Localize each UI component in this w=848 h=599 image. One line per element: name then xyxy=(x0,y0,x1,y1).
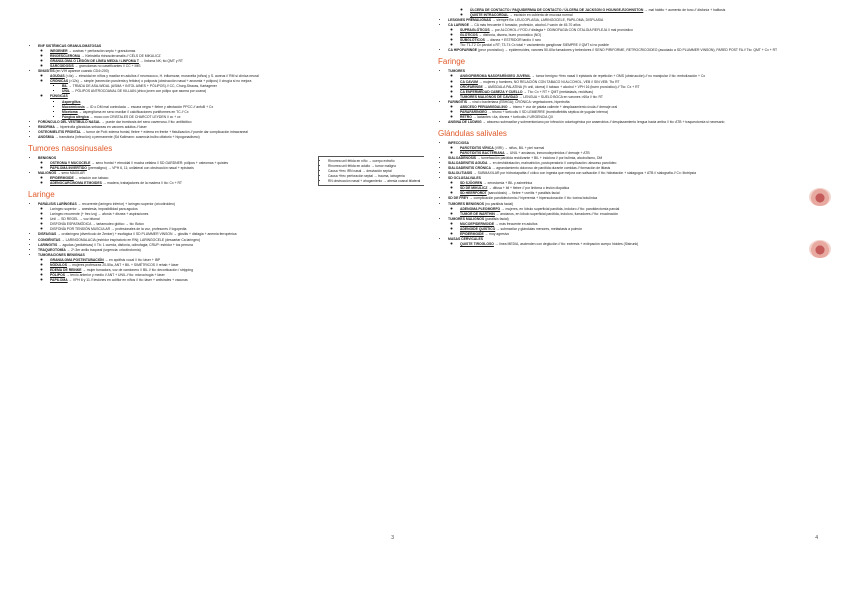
larynx-title: Laringe xyxy=(28,190,55,200)
item-text: → en deshidratación, malnutrición, postoperatorio // complicación: absceso parotídeo xyxy=(487,161,617,166)
item-text: → costras + perforación septo + granulomas xyxy=(67,49,136,54)
item-text: → Klebsiella rhinoscleromatis // CÉLS DE MIKULICZ xyxy=(80,54,161,59)
sub-list xyxy=(448,28,830,48)
item-label: SUPRAGLÓTICOS xyxy=(460,28,490,33)
item-text: → línea MEDIA, ascienden con deglución // tto: exéresis + extirpación cuerpo hioides (Sistrunk) xyxy=(493,241,639,246)
item-text: → TRÍADA DE ASA-WIDAL (ASMA + INTOL AINES + PÓLIPOS) // CC, Churg-Strauss, Kartagener xyxy=(67,84,217,89)
item-text: → muy agresivo xyxy=(483,231,510,236)
item-label: TRAQUEOTOMÍA xyxy=(38,247,66,252)
sub-list xyxy=(448,207,830,217)
page-number-right: 4 xyxy=(815,535,818,541)
item-label: SD SJÖGREN xyxy=(460,181,483,186)
list-item xyxy=(448,100,830,120)
list-item xyxy=(448,217,830,237)
list-item xyxy=(38,69,412,119)
item-text: (no parálisis facial) xyxy=(483,201,514,206)
item-label: PARÁLISIS LARÍNGEAS xyxy=(38,202,77,207)
item-label: MUCOEPIDERMOIDE xyxy=(460,221,495,226)
item-text: → LENGUA + SUELO BOCA en varones >60a // tto: RT xyxy=(517,94,603,99)
item-text: → mal hábito + aumento de tono // disfonía + halitosis xyxy=(643,8,726,12)
list-item xyxy=(448,48,830,53)
throat-photo-1 xyxy=(809,188,831,206)
page-right xyxy=(424,0,848,599)
sub-list xyxy=(448,222,830,237)
item-text: → ID o DM mal controlada → escara negra + fiebre y afectación PPCC // anfoB + Cx xyxy=(84,104,214,109)
item-label: BENIGNOS xyxy=(38,155,57,160)
item-label: Micetoma xyxy=(62,109,78,114)
item-label: TUMORES BENIGNOS xyxy=(448,201,484,206)
item-label: ABSCESO PERIAMIGDALINO xyxy=(460,104,508,109)
sub-list xyxy=(448,181,830,196)
list-item xyxy=(448,176,830,196)
faringe-title: Faringe xyxy=(438,57,466,67)
list-item xyxy=(38,171,313,186)
item-label: SINUSITIS xyxy=(38,69,55,74)
item-text: → tumor benigno +frec nasal // epistaxis de repetición + OMS (obstrucción) // no manipular // tto: embolización + Cx xyxy=(530,74,706,79)
item-label: QUISTE TIROGLOSO xyxy=(460,241,494,246)
item-label: DISFAGIAS xyxy=(38,232,57,237)
salivales-list xyxy=(438,141,830,247)
item-label: PAROTIDITIS VÍRICA xyxy=(460,145,494,150)
pearl-item: • Causa +frec perforación septal → trauma, iatrogenia xyxy=(328,174,424,179)
item-label: ADENOMA PLEOMORFO xyxy=(460,206,501,211)
item-label: NÓDULOS xyxy=(50,262,67,267)
item-text: → por ALCOHOL // FOD // disfagia + ODINOFAGIA CON OTALGIA REFLEJA // mal pronóstico xyxy=(489,28,633,33)
sub-list-item xyxy=(50,181,313,186)
item-text: → LARINGOMALACIA (estridor inspiratorio en RN); LARINGOCELE (descartar Ca laríngeo) xyxy=(60,237,200,242)
list-item xyxy=(38,44,412,69)
sub-list xyxy=(38,176,313,186)
list-item xyxy=(448,120,830,125)
item-label: ADENOIDE QUÍSTICO xyxy=(460,226,496,231)
list-item xyxy=(38,156,313,171)
sub-list xyxy=(50,100,412,120)
sub-list xyxy=(448,146,830,156)
item-label: ANOSMIA xyxy=(38,134,55,139)
item-text: → viral o bacteriana (EBHGA); CRÓNICA: vegetaciones, hipertrofia xyxy=(467,99,570,104)
sub-list-item xyxy=(50,278,412,283)
item-label: TUMORES xyxy=(448,69,465,74)
list-item xyxy=(38,135,412,140)
sub-list-item xyxy=(50,94,412,119)
item-label: TUMORES MALIGNOS xyxy=(448,216,485,221)
item-label: Mucormicosis xyxy=(62,104,85,109)
item-text: → agrandamiento doloroso de parótida durante comidas // formación de litiasis xyxy=(490,166,611,171)
item-text: → hipertrofia glándulas sebáceas en varones adultos // láser xyxy=(54,124,147,129)
item-text: → submaxilar y glándulas menores, metástasis a pulmón xyxy=(495,226,583,231)
sub-list-item xyxy=(460,242,830,247)
item-text: → disnea + ESTRIDOR tardío // raro xyxy=(484,38,541,43)
item-text: (en VIH aparece cuando CD4<200) xyxy=(54,69,109,74)
lesiones-list xyxy=(438,18,830,53)
item-label: TUMORACIONES BENIGNAS xyxy=(38,252,85,257)
item-text: → puede dar trombosis del seno cavernoso // tto: antibiótico xyxy=(100,119,192,124)
item-label: SIALOLITIASIS xyxy=(448,171,473,176)
item-text: Unil → SD REGEL → voz bitonal xyxy=(50,217,100,222)
sub-list xyxy=(448,74,830,99)
left-intro-list xyxy=(28,44,412,140)
item-label: RETRO xyxy=(460,114,472,119)
sub-list xyxy=(50,84,412,94)
item-label: CA HIPOFARINGE xyxy=(448,48,478,53)
item-label: WEGENER xyxy=(50,49,68,54)
item-label: FORÚNCULO DEL VESTÍBULO NASAL xyxy=(38,119,101,124)
item-text: Tto: T1-T2 Cx parcial o RT; T3-T4 Cx total + vaciamiento ganglionar SIEMPRE // QMT si no posible xyxy=(460,43,609,48)
item-text: (<4s) → etmoidal en niños y maxilar en adultos // neumococo, H. influenzae, moraxella (niños) y S. aureus // RM si clínica neural xyxy=(64,74,259,79)
item-label: GRANULOMA POSTINTUBACIÓN xyxy=(50,257,104,262)
list-item xyxy=(448,237,830,247)
item-text: → granulomas no caseificantes // CC + IMS xyxy=(73,64,141,69)
throat-photo-2 xyxy=(809,240,831,258)
item-text: → tercio anterior y medio // ANT + UNIL // tto: microcirugía + láser xyxy=(65,272,165,277)
list-item xyxy=(38,253,412,283)
item-label: LESIONES PREMALIGNAS xyxy=(448,18,492,23)
tumors-list xyxy=(28,156,313,186)
item-text: → Tto: Cx + RT + QMT (metástasis, recidivas) xyxy=(522,89,593,94)
item-text: → siempre Bx: LEUCOPLASIA, LARINGOCELE, PAPILOMA, DISPLASIA xyxy=(491,18,604,23)
pearl-item: • Causa +frec IRN nasal → desviación septal xyxy=(328,169,424,174)
item-text: → agudas (pediátricas) // Tb: 1 cuerda, disfonía, odinofagia; CRUP: estridor + tos perruna xyxy=(57,242,193,247)
item-label: GRANULOMA O LESIÓN DE LÍNEA MEDIA / LINFOMA T xyxy=(50,59,139,64)
list-item xyxy=(38,202,412,232)
item-label: BIL xyxy=(62,84,68,89)
item-text: → mujeres, en lóbulo superficial parótida, indoloro // tto: parotidectomía parcial xyxy=(500,206,620,211)
item-text: → SUBMAXILAR por hidroxiapatita // cólico con ingesta que mejora con salivación // tto: hidratación + sialagogos + ATB // sialografía // Cx: litotripsia xyxy=(472,171,696,176)
item-text: → moco con CRISTALES DE CHARCOT LEYDEN // cc + cx xyxy=(88,114,181,119)
item-text: → tumor de Pott: edema frontal, fiebre + edema en frente + fistulización // puede dar complicación intracraneal xyxy=(81,129,248,134)
item-text: → trismo + voz de patata caliente + desplazamiento úvula // drenaje oral xyxy=(507,104,618,109)
item-text: → más frecuente en adultos xyxy=(494,221,538,226)
item-label: INFECCIOSA xyxy=(448,140,469,145)
item-label: AGUDAS xyxy=(50,74,65,79)
item-label: SIALOADENOSIS xyxy=(448,156,477,161)
item-text: (VIRI) → niños, BIL + piel normal xyxy=(493,145,545,150)
item-text: → linfoma NK; tto QMT y RT xyxy=(138,59,183,64)
item-label: GLÓTICOS xyxy=(460,33,478,38)
item-label: PAROTIDITIS BACTERIANA xyxy=(460,151,505,156)
tumors-title: Tumores nasosinusales xyxy=(28,143,113,153)
item-text: → orofaríngea (divertículo de Zenker) + esofágica // SD PLUMMER VINSON → glositis + disfagia + anemia ferropénica xyxy=(56,232,237,237)
item-label: CA LARINGE xyxy=(448,23,469,28)
item-text: → seno frontal + etmoidal // mucha cefalea // SD GARDNER: pólipos + osteomas + quistes xyxy=(90,160,229,165)
item-label: PÓLIPOS xyxy=(50,272,66,277)
item-label: EDEMA DE REINKE xyxy=(50,267,82,272)
item-label: PAPILOMA INVERTIDO xyxy=(50,165,87,170)
pearl-item: • Rinorrea unil fétida en adulto → tumor maligno xyxy=(328,164,424,169)
item-text: DISFONÍA ESPASMÓDICA → tartamudeo glótico → tto: Botox xyxy=(50,222,144,227)
item-text: → ancianos, en lóbulo superficial parótida, indoloro, fumadores // tto: enucleación xyxy=(494,211,619,216)
item-text: → CA más frecuente // fumador, profesión, alcohol // varón de 45-70 años xyxy=(468,23,581,28)
item-text: → mujer fumadora, voz de camionero // BIL // tto: decorticación / stripping xyxy=(81,267,193,272)
item-text: → AMÍGDALA PALATINA (½ unil, úlcera) // tabaco + alcohol + VPH 16 (buen pronóstico) // Tto: Cx + RT xyxy=(482,84,640,89)
item-text: → mujeres profesoras 20-50a, ANT + BIL + SIMÉTRICOS // rehab + láser xyxy=(66,262,179,267)
item-label: ENF SISTÉMICAS GRANULOMATOSAS xyxy=(38,44,102,48)
sub-list xyxy=(38,258,412,283)
item-label: SUBGLÓTICOS xyxy=(460,38,485,43)
item-label: CA ENFERMEDAD CABEZA Y CUELLO xyxy=(460,89,523,94)
item-text: → seno MAXILAR xyxy=(56,171,85,176)
sub-list xyxy=(38,161,313,171)
item-text: → transitoria (infección) o permanente (Sd Kallmann: ausencia bulbo olfatorio + hipogonadismo) xyxy=(54,134,200,139)
item-text: (>12s) → simple (secreción purulenta y fetidez) o poliposis (obstrucción nasal + anosmia + pólipos) // cirugía si no mejora xyxy=(68,79,252,84)
item-label: PARAFARÍNGEO xyxy=(460,109,488,114)
item-text: DISFONÍA POR TENSIÓN MUSCULAR → profesionales de la voz, profesores // logopedia xyxy=(50,227,187,232)
item-label: Fúngica alérgica xyxy=(62,114,89,119)
item-text: Laríngeo recurrente (+ frec izq) → afonía + disnea + aspiraciones xyxy=(50,212,149,217)
item-text: → relación con tabaco xyxy=(73,176,109,181)
sub-list-item xyxy=(50,79,412,94)
clinical-pearls-list xyxy=(322,159,424,184)
sub-list xyxy=(38,74,412,119)
item-label: TUMORES MALIGNOS DE CAVIDAD xyxy=(460,94,518,99)
item-text: → complicación parotidectomía // hiperemia + hipersudoración // tto: toxina botulínica xyxy=(468,196,598,201)
item-text: → UNIL + ancianos, inmunodeprimidos // drenaje + ATB xyxy=(504,151,590,156)
item-label: EPIDERMOIDE xyxy=(50,176,74,181)
item-text: → trismo + tortícolis // SD LEMIERRE (tromboflebitis séptica de yugular interna) xyxy=(487,109,608,114)
item-label: CONGÉNITAS xyxy=(38,237,61,242)
item-text: → en apófisis vocal // tto: láser + IBP xyxy=(103,257,161,262)
item-label: EPIDERMOIDE xyxy=(460,231,484,236)
item-text: → escisión en cubierta de mucosa normal xyxy=(508,13,573,18)
item-label: SIALOADENITIS CRÓNICA xyxy=(448,166,491,171)
item-label: PAPILOMA xyxy=(50,277,68,282)
item-text: → difusa + bil + fiebre // por linfoma o lesión diopática xyxy=(487,186,570,191)
item-text: Laríngeo superior → anestesia, imposibilidad para agudos xyxy=(50,207,138,212)
item-label: FÚNGICAS xyxy=(50,94,68,99)
item-text: (premaligno) → VPH 6, 11; unilateral con obstrucción nasal + epistaxis xyxy=(86,165,194,170)
item-label: SARCOIDOSIS xyxy=(50,64,74,69)
pearl-item: • RN obstrucción nasal + ahogamiento → atresia coanal bilateral xyxy=(328,179,424,184)
list-item xyxy=(448,202,830,217)
item-text: (sarcoidosis) → fiebre + uveítis + parálisis facial xyxy=(486,191,560,196)
item-text: → madera, trabajadores de la madera // tto: Cx + RT xyxy=(101,181,183,186)
item-text: → xerostomía + BIL y asimétrica xyxy=(482,181,533,186)
larynx-list xyxy=(28,202,412,283)
item-label: RINOESCLEROMA xyxy=(50,54,81,59)
item-text: → absceso submaxilar y submentoniano por infección odontogénica por anaerobios // desplazamiento lengua hacia arriba // tto: ATB + traqueotomía si necesario xyxy=(481,119,725,124)
item-label: ANGINA DE LUDWIG xyxy=(448,119,482,124)
item-text: → tumefacción parótida recidivante + BIL + indolora // por bulimia, alcoholismo, DM xyxy=(476,156,603,161)
item-label: SD HEERFORDT xyxy=(460,191,487,196)
item-label: ÚLCERA DE CONTACTO / PAQUIDERMIA DE CONTACTO / ÚLCERA DE JACKSON O HOUNGE-RJOHNSTON xyxy=(470,8,644,12)
faringe-list xyxy=(438,69,830,125)
sub-list xyxy=(38,207,412,232)
item-label: OSTEOMIELITIS FRONTAL xyxy=(38,129,82,134)
item-text: → VPH 6 y 11 // lesiones en coliflor en niños // tto: láser + antivirales + vacunas xyxy=(67,277,188,282)
item-label: FARINGITIS xyxy=(448,99,468,104)
item-label: RINOFIMA xyxy=(38,124,55,129)
clinical-pearls-box xyxy=(318,156,424,187)
item-label: OSTEOMA Y MUCOCELE xyxy=(50,160,91,165)
item-text: → recurrente (laríngeo inferior) + laríngeo superior (cricotiroideo) xyxy=(76,202,176,207)
item-text: (peor pronóstico) → epidermoides, varones 50-60a fumadores y bebedores // SENO PIRIFORME, RETROCRICOIDEO (asociado a SD PLUMMER VINSON), PARED POST FA // Tto: QMT + Cx + RT xyxy=(477,48,778,53)
item-label: CRÓNICAS xyxy=(50,79,69,84)
sub-list xyxy=(448,105,830,120)
item-label: SD DE FREY xyxy=(448,196,469,201)
item-label: ANGIOFIBROMA NASOFARÍNGEO JUVENIL xyxy=(460,74,531,79)
item-label: Aspergillus xyxy=(62,99,81,104)
item-text: → mujeres y hombres, NO RELACIÓN CON TABACO NI ALCOHOL, VEB // SIN VEB: Tto RT xyxy=(477,79,620,84)
sub-list xyxy=(448,242,830,247)
right-top-list xyxy=(438,8,830,18)
item-label: OROFARINGE xyxy=(460,84,483,89)
sub-list xyxy=(38,49,412,69)
item-label: UNIL xyxy=(62,89,70,94)
list-item xyxy=(448,23,830,48)
item-label: CA CAVUM xyxy=(460,79,478,84)
item-text: → lactantes <4a, disnea + tortícolis // URGENCIA QX xyxy=(471,114,554,119)
salivales-title: Glándulas salivales xyxy=(438,128,507,138)
page-number-left: 3 xyxy=(391,535,394,541)
list-item xyxy=(448,141,830,156)
item-label: SIALOADENITIS AGUDA xyxy=(448,161,488,166)
tumors-block xyxy=(28,155,421,186)
item-label: QUISTE INTRACORDAL xyxy=(470,13,509,18)
item-label: LARINGITIS xyxy=(38,242,58,247)
list-item xyxy=(448,69,830,99)
item-label: ADENOCARCINOMA ETMOIDES xyxy=(50,181,102,186)
item-text: → aspergiloma en seno maxilar // calcificaciones puntiformes en TC // Cx xyxy=(77,109,189,114)
item-label: MALIGNOS xyxy=(38,171,57,176)
item-label: TUMOR DE WARTHIN xyxy=(460,211,495,216)
item-label: SD OCLUSALVALES xyxy=(448,176,481,181)
item-text: (parálisis facial) xyxy=(484,216,509,221)
pearl-item: • Rinorrea unil fétida en niño → cuerpo extraño xyxy=(328,159,424,164)
item-text: → PÓLIPOS ANTROCOANAL DE KILLIAN (chico joven con pólipo que asoma por coana) xyxy=(69,89,207,94)
item-text: → 2º-3er anillo traqueal (urgencia: cricotirotomía) xyxy=(65,247,141,252)
item-label: SD DE MIKULICZ xyxy=(460,186,488,191)
item-label: MASAS CERVICALES xyxy=(448,236,483,241)
item-text: → disfonía, disnea, buen pronóstico (NO) xyxy=(477,33,542,38)
